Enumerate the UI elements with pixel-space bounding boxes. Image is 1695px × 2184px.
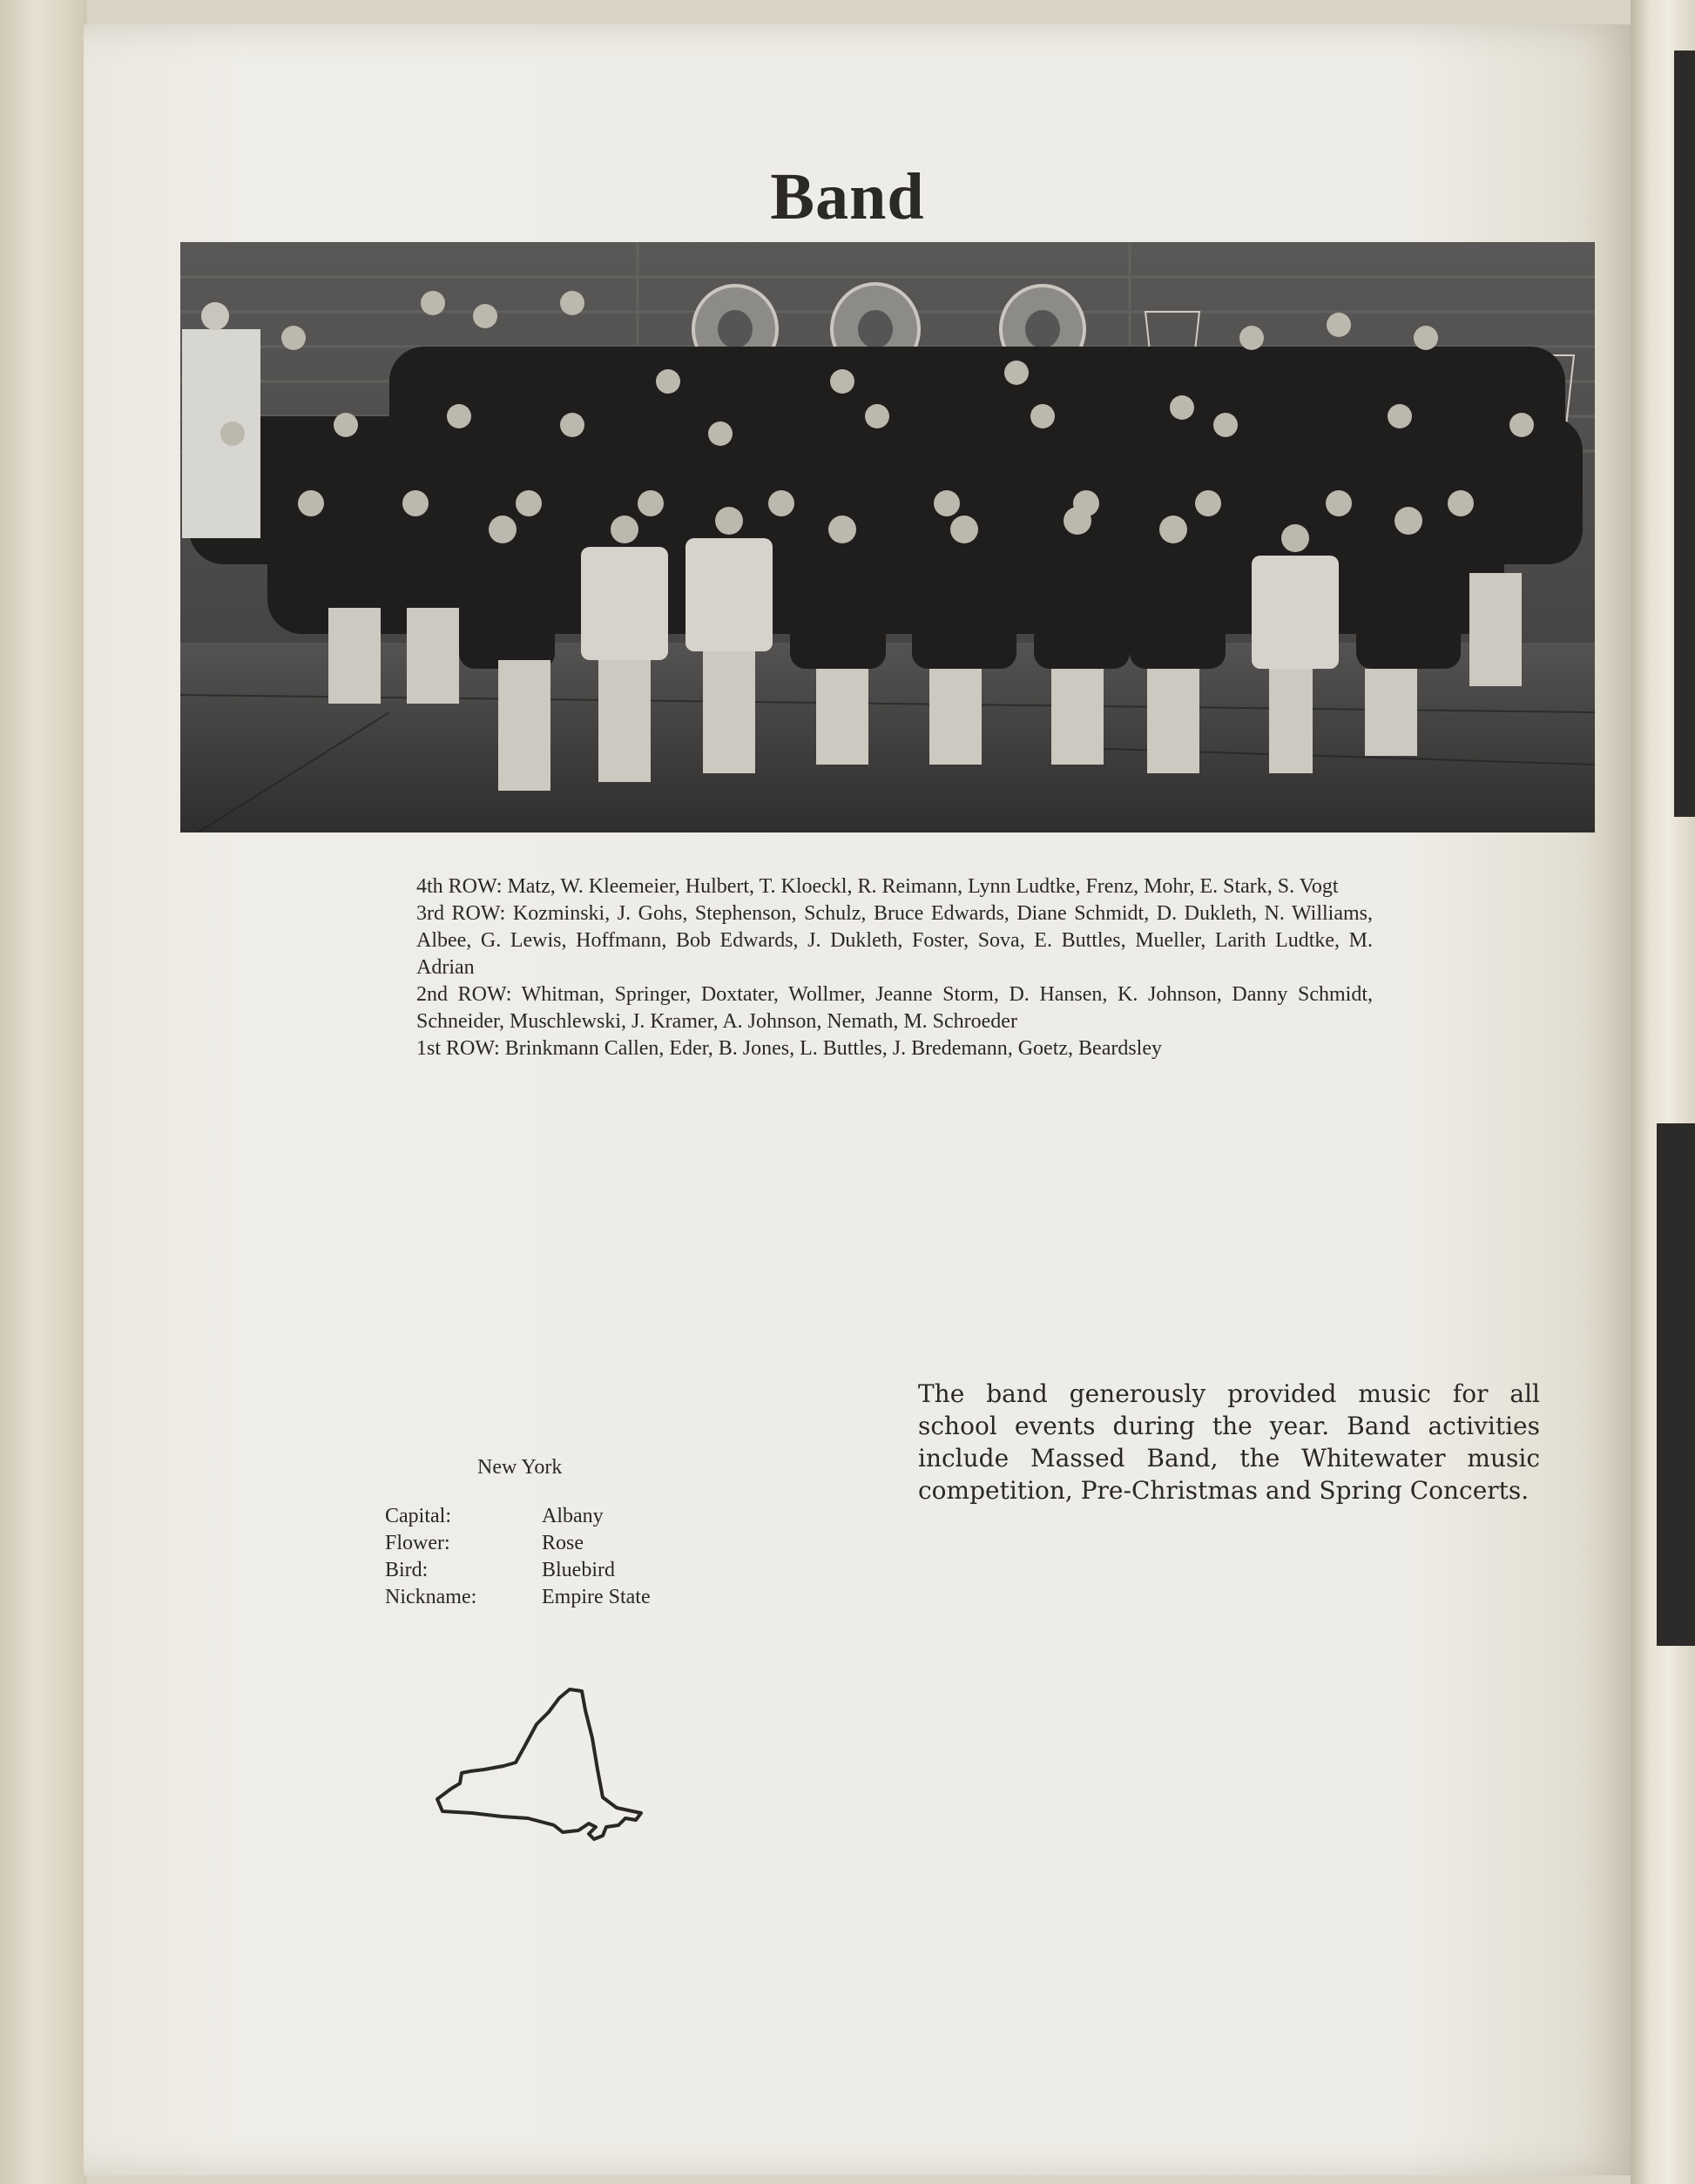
photo-caption <box>416 873 1373 1062</box>
fact-value: Rose <box>542 1532 584 1554</box>
caption-row-2: 2nd ROW: Whitman, Springer, Doxtater, Wollmer, Jeanne Storm, D. Hansen, K. Johnson, Danny Schmidt, Schneider, Muschlewski, J. Kramer, A. Johnson, Nemath, M. Schroeder <box>416 983 1373 1033</box>
state-facts <box>385 1503 651 1611</box>
next-page-photo-bottom <box>1657 1123 1695 1646</box>
band-group-photo <box>180 242 1595 832</box>
state-name: New York <box>477 1456 563 1479</box>
fact-label: Bird: <box>385 1559 429 1581</box>
fact-value: Empire State <box>542 1586 651 1608</box>
new-york-state-outline <box>432 1686 650 1843</box>
caption-row-4: 4th ROW: Matz, W. Kleemeier, Hulbert, T. Kloeckl, R. Reimann, Lynn Ludtke, Frenz, Mohr, E. Stark, S. Vogt <box>416 875 1339 898</box>
book-spine-left <box>0 0 87 2184</box>
caption-row-1: 1st ROW: Brinkmann Callen, Eder, B. Jones, L. Buttles, J. Bredemann, Goetz, Beardsley <box>416 1037 1162 1060</box>
fact-row-nickname <box>385 1584 651 1611</box>
caption-row-3: 3rd ROW: Kozminski, J. Gohs, Stephenson, Schulz, Bruce Edwards, Diane Schmidt, D. Dukleth, N. Williams, Albee, G. Lewis, Hoffmann, Bob Edwards, J. Dukleth, Foster, Sova, E. Buttles, Mueller, Larith Ludtke, M. Adrian <box>416 902 1373 979</box>
fact-row-flower <box>385 1530 651 1557</box>
fact-row-capital <box>385 1503 651 1530</box>
fact-label: Flower: <box>385 1532 450 1554</box>
fact-label: Capital: <box>385 1505 451 1527</box>
page-title: Band <box>770 159 925 233</box>
fact-label: Nickname: <box>385 1586 477 1608</box>
fact-value: Bluebird <box>542 1559 615 1581</box>
fact-row-bird <box>385 1557 651 1584</box>
band-photo-illustration <box>180 242 1595 832</box>
fact-value: Albany <box>542 1505 604 1527</box>
band-description: The band generously provided music for all school events during the year. Band activities include Massed Band, the Whitewater music competition, Pre-Christmas and Spring Concerts. <box>918 1379 1540 1505</box>
